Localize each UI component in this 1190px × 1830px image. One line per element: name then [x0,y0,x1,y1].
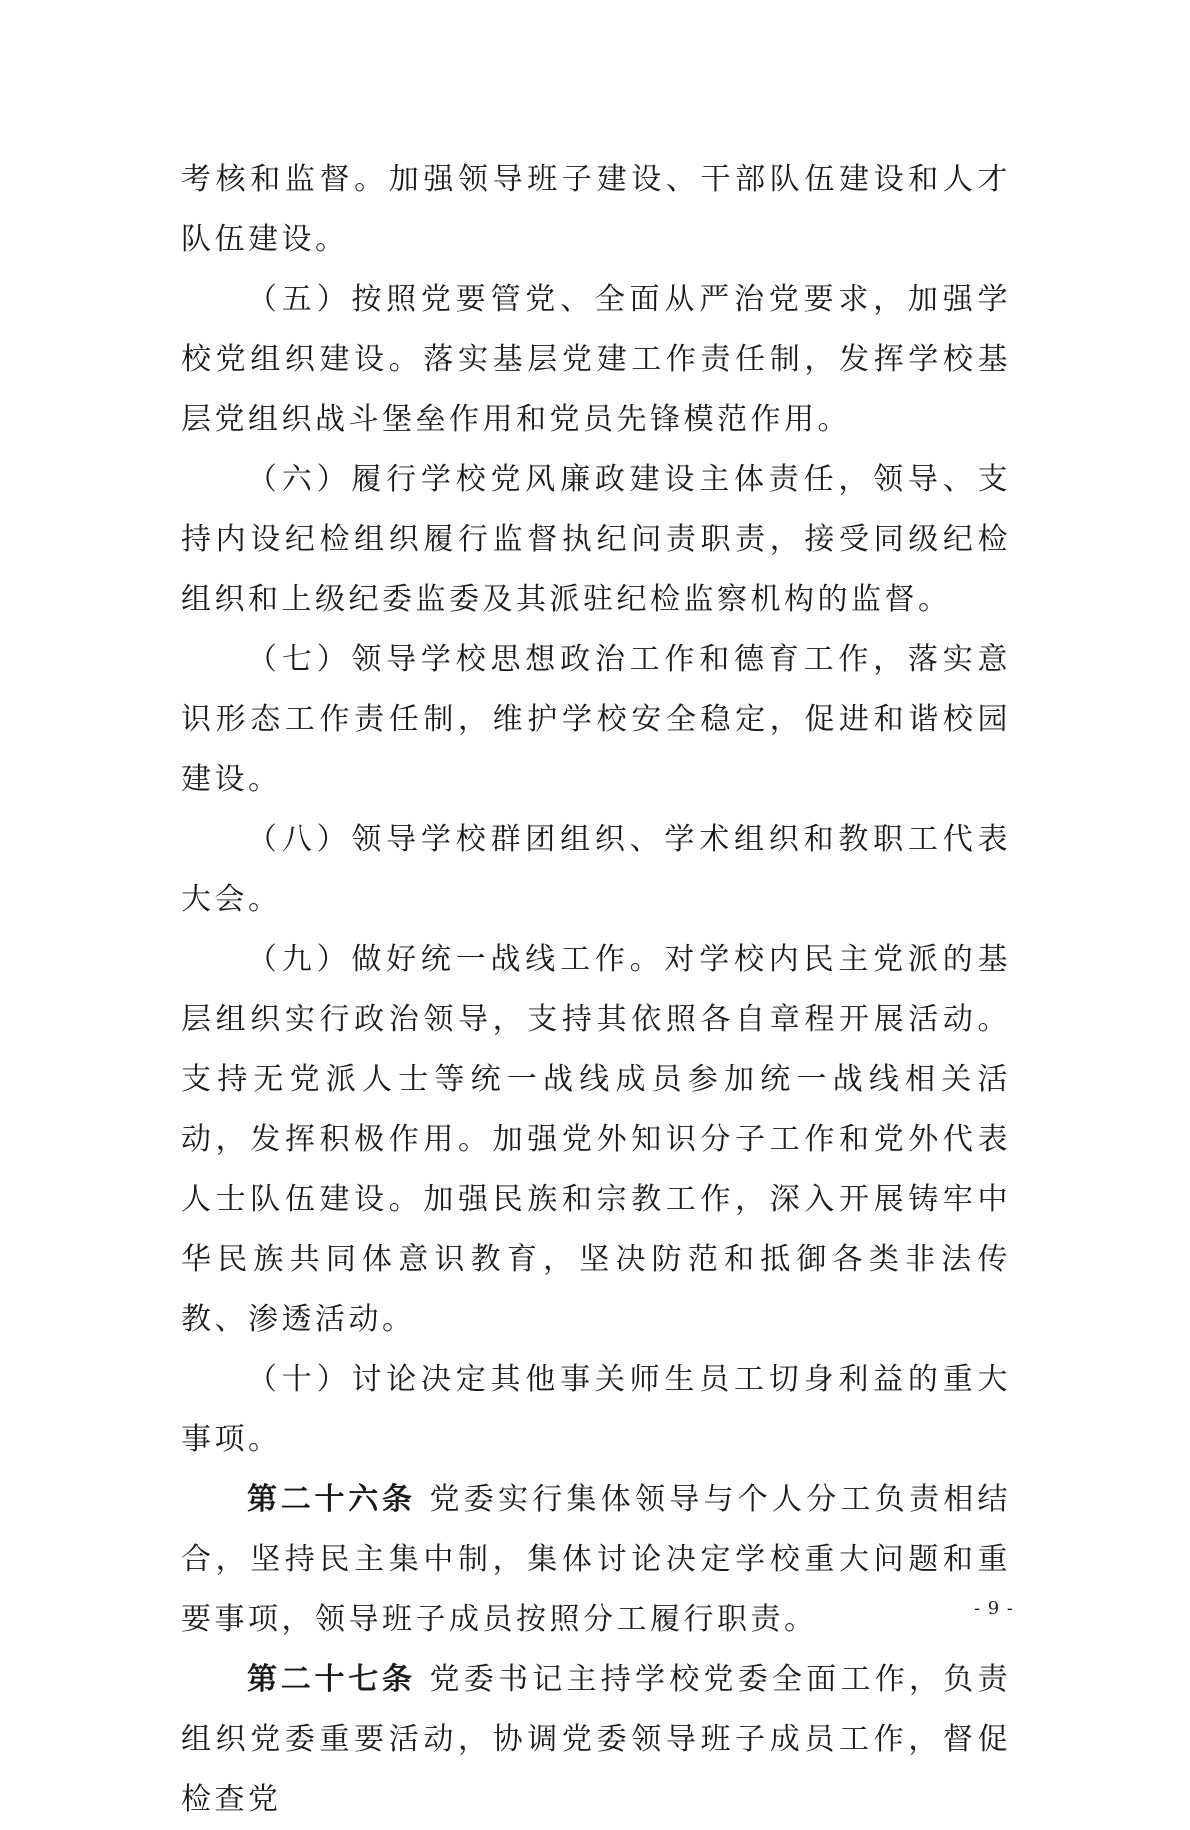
paragraph-continued [181,150,1011,270]
article-27 [181,1650,1011,1830]
paragraph-text: 考核和监督。加强领导班子建设、干部队伍建设和人才队伍建设。 [181,162,1011,257]
paragraph-text: 党委实行集体领导与个人分工负责相结合，坚持民主集中制，集体讨论决定学校重大问题和重要事项，领导班子成员按照分工履行职责。 [181,1482,1012,1637]
paragraph-text: 党委书记主持学校党委全面工作，负责组织党委重要活动，协调党委领导班子成员工作，督促检查党 [181,1662,1012,1817]
paragraph-text: （八）领导学校群团组织、学术组织和教职工代表大会。 [181,822,1011,917]
paragraph-item-10 [181,1350,1011,1470]
article-heading: 第二十七条 [247,1662,416,1697]
paragraph-item-9 [181,930,1011,1350]
paragraph-text: （十）讨论决定其他事关师生员工切身利益的重大事项。 [181,1362,1011,1457]
paragraph-item-5 [181,270,1011,450]
paragraph-item-8 [181,810,1011,930]
document-body [181,150,1011,1830]
paragraph-item-7 [181,630,1011,810]
page-number: - 9 - [973,1598,1014,1619]
paragraph-text: （六）履行学校党风廉政建设主体责任，领导、支持内设纪检组织履行监督执纪问责职责，接受同级纪检组织和上级纪委监委及其派驻纪检监察机构的监督。 [181,462,1011,617]
paragraph-item-6 [181,450,1011,630]
paragraph-text: （九）做好统一战线工作。对学校内民主党派的基层组织实行政治领导，支持其依照各自章程开展活动。支持无党派人士等统一战线成员参加统一战线相关活动，发挥积极作用。加强党外知识分子工作和党外代表人士队伍建设。加强民族和宗教工作，深入开展铸牢中华民族共同体意识教育，坚决防范和抵御各类非法传教、渗透活动。 [181,942,1011,1337]
article-26 [181,1470,1011,1650]
paragraph-text: （七）领导学校思想政治工作和德育工作，落实意识形态工作责任制，维护学校安全稳定，促进和谐校园建设。 [181,642,1011,797]
article-heading: 第二十六条 [247,1482,416,1517]
paragraph-text: （五）按照党要管党、全面从严治党要求，加强学校党组织建设。落实基层党建工作责任制，发挥学校基层党组织战斗堡垒作用和党员先锋模范作用。 [181,282,1011,437]
